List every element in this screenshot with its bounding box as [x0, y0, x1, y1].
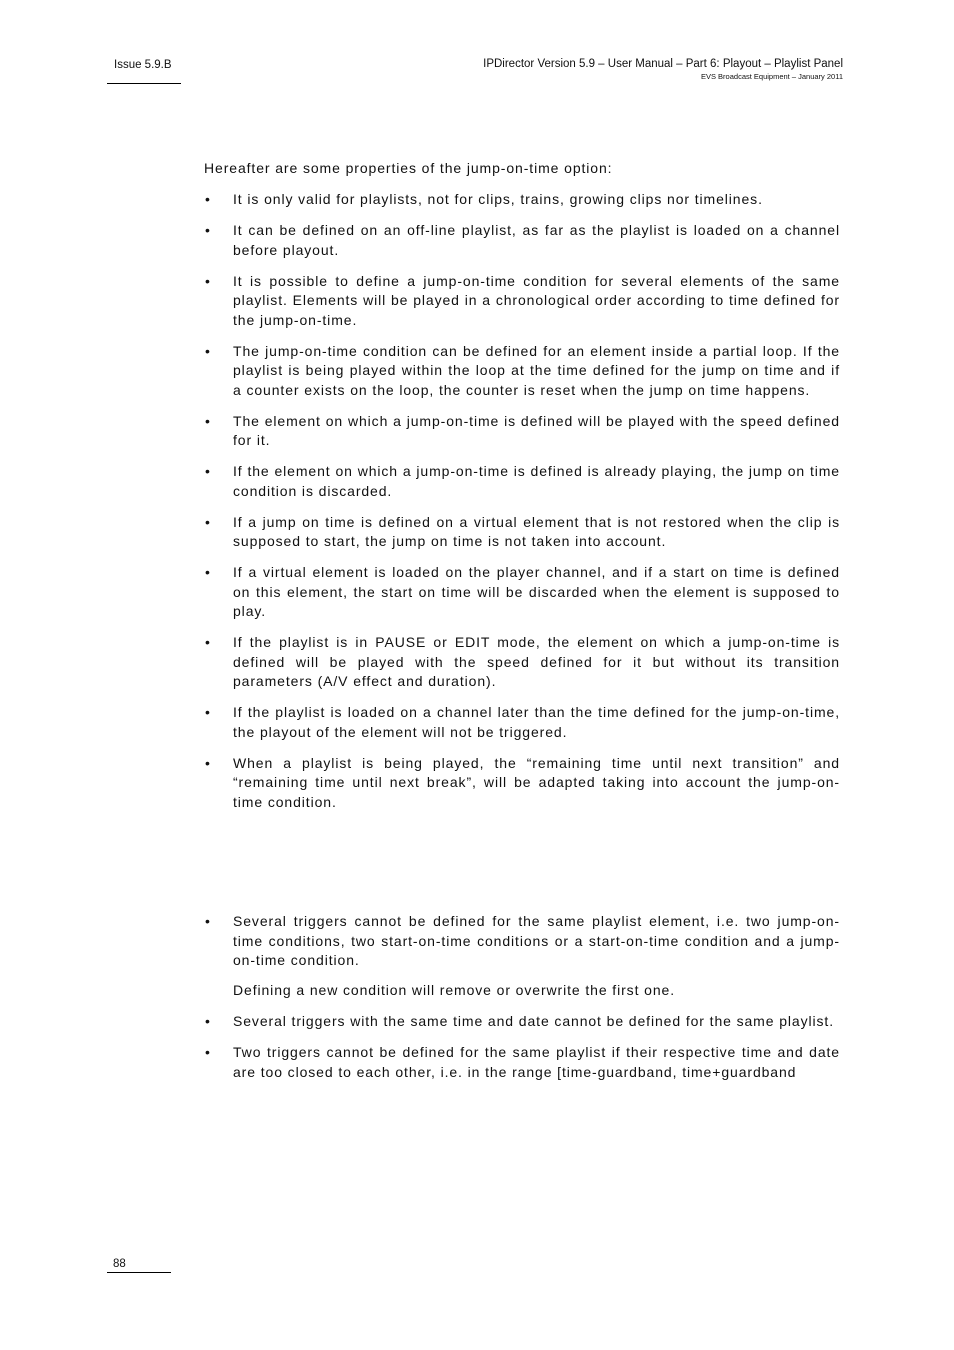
bullet-icon: •: [205, 272, 211, 289]
list-item: [204, 1043, 840, 1082]
footer-rule: [107, 1272, 171, 1273]
intro-paragraph: Hereafter are some properties of the jump-on-time option:: [204, 160, 613, 176]
list-item: [204, 633, 840, 692]
restrictions-list-container: [204, 912, 840, 1094]
properties-list: [204, 190, 840, 812]
list-item: [204, 1012, 840, 1032]
bullet-icon: •: [205, 1044, 211, 1060]
list-item: [204, 912, 840, 971]
bullet-icon: •: [205, 412, 211, 429]
bullet-icon: •: [205, 342, 211, 359]
list-item-text: The element on which a jump-on-time is defined will be played with the speed defined for it.: [233, 412, 840, 448]
list-item-text: It is possible to define a jump-on-time condition for several elements of the same playlist. Elements will be played in a chronological order according to time defined for the jump-on-time.: [233, 272, 840, 328]
list-item-text: If a jump on time is defined on a virtual element that is not restored when the clip is supposed to start, the jump on time is not taken into account.: [233, 513, 840, 549]
list-item: [204, 342, 840, 401]
list-item-text: Two triggers cannot be defined for the same playlist if their respective time and date are too closed to each other, i.e. in the range [time-guardband, time+guardband: [233, 1044, 840, 1080]
list-item: [204, 703, 840, 742]
bullet-icon: •: [205, 1013, 211, 1029]
restrictions-list-continued: [204, 1012, 840, 1082]
bullet-icon: •: [205, 463, 211, 479]
list-item-text: If the playlist is in PAUSE or EDIT mode, the element on which a jump-on-time is defined will be played with the speed defined for it but without its transition parameters (A/V effect and duration).: [233, 634, 840, 689]
list-item-text: If a virtual element is loaded on the player channel, and if a start on time is defined on this element, the start on time will be discarded when the element is supposed to play.: [233, 564, 840, 619]
list-item-text: It can be defined on an off-line playlist, as far as the playlist is loaded on a channel before playout.: [233, 222, 840, 258]
list-item-text: When a playlist is being played, the “remaining time until next transition” and “remaining time until next break”, will be adapted taking into account the jump-on-time condition.: [233, 754, 840, 810]
header-title: IPDirector Version 5.9 – User Manual – Part 6: Playout – Playlist Panel: [483, 58, 843, 70]
list-item: [204, 190, 840, 210]
list-item-text: Several triggers cannot be defined for the same playlist element, i.e. two jump-on-time conditions, two start-on-time conditions or a start-on-time condition and a jump-on-time condition.: [233, 913, 840, 968]
list-item: [204, 513, 840, 552]
header-subtitle: EVS Broadcast Equipment – January 2011: [700, 72, 843, 81]
restriction-note: Defining a new condition will remove or overwrite the first one.: [233, 982, 675, 998]
page-number: 88: [113, 1258, 126, 1270]
list-item: [204, 412, 840, 451]
restrictions-list: [204, 912, 840, 971]
list-item-text: If the playlist is loaded on a channel later than the time defined for the jump-on-time, the playout of the element will not be triggered.: [233, 704, 840, 740]
bullet-icon: •: [205, 564, 211, 580]
list-item: [204, 272, 840, 331]
header-issue: Issue 5.9.B: [114, 59, 172, 71]
list-item-text: If the element on which a jump-on-time is defined is already playing, the jump on time condition is discarded.: [233, 463, 840, 499]
bullet-icon: •: [205, 191, 211, 207]
list-item: [204, 221, 840, 260]
header-rule: [107, 83, 181, 84]
list-item: [204, 563, 840, 622]
list-item: [204, 462, 840, 501]
list-item-text: The jump-on-time condition can be defined for an element inside a partial loop. If the playlist is being played within the loop at the time defined for the jump on time and if a counter exists on the loop, the counter is reset when the jump on time happens.: [233, 342, 840, 398]
header-right: [483, 58, 843, 81]
bullet-icon: •: [205, 222, 211, 238]
properties-list-container: [204, 190, 840, 824]
list-item: [204, 754, 840, 813]
bullet-icon: •: [205, 704, 211, 720]
list-item-text: It is only valid for playlists, not for clips, trains, growing clips nor timelines.: [233, 191, 763, 207]
bullet-icon: •: [205, 513, 211, 530]
bullet-icon: •: [205, 634, 211, 650]
list-item-text: Several triggers with the same time and date cannot be defined for the same playlist.: [233, 1013, 835, 1029]
bullet-icon: •: [205, 913, 211, 929]
bullet-icon: •: [205, 754, 211, 771]
